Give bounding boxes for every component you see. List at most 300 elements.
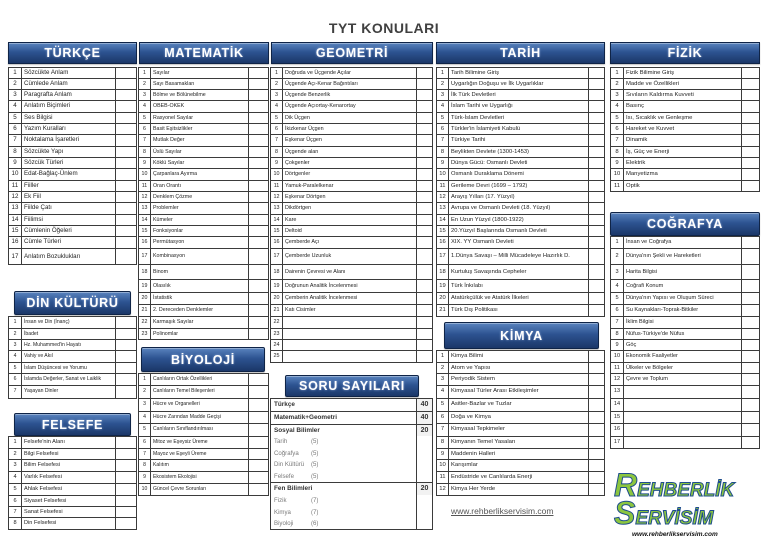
question-count: 40 (416, 412, 432, 424)
row-number: 5 (437, 113, 449, 123)
topic-label: 1.Dünya Savaşı – Milli Mücadeleye Hazırlık D. (449, 249, 589, 265)
question-count-cell (416, 448, 432, 460)
topic-label: Endüstride ve Canlılarda Enerji (449, 472, 589, 483)
topic-label: Anlatım Biçimleri (22, 101, 116, 111)
question-subject-row (270, 459, 433, 471)
topic-label: Karışımlar (449, 460, 589, 471)
row-number: 10 (139, 484, 151, 495)
checkbox-cell (417, 101, 432, 111)
row-number: 1 (9, 437, 22, 448)
checkbox-cell (249, 135, 268, 145)
checkbox-cell (116, 192, 136, 202)
checkbox-cell (589, 68, 604, 78)
question-subject-row (270, 436, 433, 448)
checkbox-cell (589, 135, 604, 145)
checkbox-cell (249, 90, 268, 100)
topic-label: Cümle Türleri (22, 237, 116, 247)
topic-label: Kalıtım (151, 460, 249, 471)
checkbox-cell (249, 449, 268, 460)
row-number: 13 (9, 203, 22, 213)
row-number: 7 (9, 386, 22, 397)
checkbox-cell (116, 203, 136, 213)
row-number: 9 (271, 158, 283, 168)
row-number: 7 (437, 424, 449, 436)
checkbox-cell (589, 472, 604, 483)
row-number: 6 (611, 124, 624, 134)
row-number: 17 (437, 249, 449, 265)
checkbox-cell (742, 399, 759, 411)
topic-label: Olasılık (151, 280, 249, 292)
topic-label: İnsan ve Coğrafya (624, 237, 742, 247)
topic-label: İslam Tarihi ve Uygarlığı (449, 101, 589, 111)
question-count-row (270, 482, 433, 495)
row-number: 3 (139, 90, 151, 100)
checkbox-cell (116, 124, 136, 134)
checkbox-cell (742, 113, 759, 123)
topic-label: Beylikten Devlete (1300-1453) (449, 147, 589, 157)
checkbox-cell (249, 226, 268, 236)
row-number: 1 (9, 68, 22, 78)
row-number: 14 (139, 215, 151, 225)
rehberlik-servisim-logo (612, 466, 762, 540)
section-header-fizik: FİZİK (610, 42, 760, 64)
row-number: 10 (437, 169, 449, 179)
cografya-topic-row (610, 423, 760, 437)
checkbox-cell (589, 363, 604, 374)
row-number: 10 (437, 460, 449, 471)
row-number: 9 (139, 158, 151, 168)
row-number: 10 (9, 169, 22, 179)
question-count-cell (416, 495, 432, 507)
row-number: 4 (139, 412, 151, 424)
website-link[interactable]: www.rehberlikservisim.com (451, 506, 554, 516)
topic-label (283, 329, 417, 339)
question-count: 20 (416, 425, 432, 437)
topic-label: 2. Dereceden Denklemler (151, 305, 249, 316)
topic-label: Katı Cisimler (283, 305, 417, 316)
checkbox-cell (116, 169, 136, 179)
topic-label: Fonksiyonlar (151, 226, 249, 236)
row-number: 8 (271, 147, 283, 157)
topic-label: İslamda Değerler, Sanat ve Laiklik (22, 374, 116, 385)
checkbox-cell (742, 437, 759, 448)
row-number: 2 (9, 79, 22, 89)
row-number: 1 (437, 351, 449, 362)
topic-label: Dünya Gücü: Osmanlı Devleti (449, 158, 589, 168)
fizik-topic-row (610, 180, 760, 192)
checkbox-cell (589, 79, 604, 89)
row-number: 8 (139, 147, 151, 157)
cografya-topic-row (610, 436, 760, 449)
question-group-label: Fen Bilimleri (274, 485, 313, 493)
topic-label: Üslü Sayılar (151, 147, 249, 157)
topic-label: Hücre ve Organelleri (151, 399, 249, 411)
matematik-topic-row (138, 279, 269, 293)
row-number: 16 (271, 237, 283, 247)
checkbox-cell (742, 147, 759, 157)
row-number: 11 (437, 181, 449, 191)
topic-label: Rasyonel Sayılar (151, 113, 249, 123)
topic-label: Karmaşık Sayılar (151, 317, 249, 328)
checkbox-cell (417, 113, 432, 123)
checkbox-cell (589, 305, 604, 316)
topic-label: İş, Güç ve Enerji (624, 147, 742, 157)
row-number: 3 (437, 374, 449, 385)
topic-label: Bilim Felsefesi (22, 460, 116, 471)
checkbox-cell (417, 181, 432, 191)
checkbox-cell (417, 124, 432, 134)
kimya-topic-row (436, 385, 605, 398)
row-number: 16 (9, 237, 22, 247)
row-number: 3 (9, 340, 22, 350)
topic-label: Göç (624, 340, 742, 350)
topic-label: Basınç (624, 101, 742, 111)
topic-label: Dikdörtgen (283, 203, 417, 213)
topic-label: Deltoid (283, 226, 417, 236)
topic-label: Üçgende Açı-Kenar Bağıntıları (283, 79, 417, 89)
cografya-topic-row (610, 398, 760, 412)
row-number: 2 (611, 249, 624, 265)
logo-line2: SERVİSİM (614, 495, 714, 531)
row-number: 11 (9, 181, 22, 191)
topic-label: Dairenin Çevresi ve Alanı (283, 265, 417, 279)
row-number: 6 (9, 124, 22, 134)
topic-label (283, 340, 417, 350)
checkbox-cell (417, 203, 432, 213)
row-number: 8 (611, 329, 624, 339)
checkbox-cell (116, 158, 136, 168)
row-number: 23 (271, 329, 283, 339)
topic-label: Çevre ve Toplum (624, 374, 742, 385)
question-subject-label: Din Kültürü (274, 461, 305, 469)
topic-label: Mayoz ve Eşeyli Üreme (151, 449, 249, 460)
question-subject-count: (7) (311, 508, 319, 516)
checkbox-cell (742, 305, 759, 316)
topic-label: Mitoz ve Eşeysiz Üreme (151, 437, 249, 448)
checkbox-cell (589, 386, 604, 397)
tarih-topic-row (436, 279, 605, 293)
topic-label: Optik (624, 181, 742, 191)
checkbox-cell (249, 68, 268, 78)
section-header-soru-sayilari: SORU SAYILARI (285, 375, 419, 397)
checkbox-cell (589, 203, 604, 213)
question-count-row (270, 411, 433, 424)
row-number: 8 (437, 147, 449, 157)
topic-label: XIX. YY Osmanlı Devleti (449, 237, 589, 247)
row-number: 4 (611, 101, 624, 111)
row-number: 5 (9, 484, 22, 495)
topic-label: Kare (283, 215, 417, 225)
checkbox-cell (116, 496, 136, 506)
row-number: 21 (139, 305, 151, 316)
topic-label: Polinomlar (151, 329, 249, 339)
cografya-topic-row (610, 411, 760, 425)
checkbox-cell (249, 424, 268, 436)
question-count-row (270, 398, 433, 411)
topic-label: Mutlak Değer (151, 135, 249, 145)
topic-label: Kombinasyon (151, 249, 249, 265)
checkbox-cell (589, 424, 604, 436)
question-count-cell (416, 471, 432, 483)
checkbox-cell (116, 101, 136, 111)
topic-label: Doğrunun Analitik İncelenmesi (283, 280, 417, 292)
checkbox-cell (249, 101, 268, 111)
topic-label: Coğrafi Konum (624, 280, 742, 292)
topic-label: İklim Bilgisi (624, 317, 742, 328)
checkbox-cell (249, 280, 268, 292)
checkbox-cell (116, 79, 136, 89)
checkbox-cell (589, 124, 604, 134)
checkbox-cell (417, 90, 432, 100)
topic-label: Ses Bilgisi (22, 113, 116, 123)
row-number: 5 (271, 113, 283, 123)
row-number: 8 (9, 518, 22, 528)
checkbox-cell (742, 351, 759, 362)
row-number: 11 (611, 181, 624, 191)
topic-label: Cümlenin Öğeleri (22, 226, 116, 236)
checkbox-cell (417, 351, 432, 362)
checkbox-cell (249, 192, 268, 202)
topic-label: Isı, Sıcaklık ve Genleşme (624, 113, 742, 123)
row-number: 4 (611, 280, 624, 292)
row-number: 12 (437, 484, 449, 495)
checkbox-cell (249, 147, 268, 157)
topic-label: Gerileme Devri (1699 – 1792) (449, 181, 589, 191)
checkbox-cell (417, 280, 432, 292)
row-number: 19 (271, 280, 283, 292)
topic-label: Ahlak Felsefesi (22, 484, 116, 495)
topic-label (283, 317, 417, 328)
checkbox-cell (589, 399, 604, 411)
checkbox-cell (249, 215, 268, 225)
topic-label: Çokgenler (283, 158, 417, 168)
topic-label: Noktalama İşaretleri (22, 135, 116, 145)
cografya-topic-row (610, 248, 760, 266)
row-number: 15 (437, 226, 449, 236)
topic-label (624, 424, 742, 436)
topic-label: Elektrik (624, 158, 742, 168)
tarih-topic-row (436, 248, 605, 266)
topic-label: Dik Üçgen (283, 113, 417, 123)
section-header-matematik: MATEMATİK (139, 42, 269, 64)
row-number: 2 (9, 329, 22, 339)
question-subject-label: Fizik (274, 497, 287, 505)
row-number: 12 (437, 192, 449, 202)
checkbox-cell (116, 449, 136, 460)
checkbox-cell (742, 374, 759, 385)
question-count-cell (416, 507, 432, 519)
checkbox-cell (417, 249, 432, 265)
checkbox-cell (116, 460, 136, 471)
topic-label: Çemberde Açı (283, 237, 417, 247)
topic-label: Sözcükte Anlam (22, 68, 116, 78)
row-number: 20 (139, 293, 151, 304)
row-number: 13 (437, 203, 449, 213)
row-number: 18 (437, 265, 449, 279)
question-count-cell (416, 436, 432, 448)
topic-label (624, 437, 742, 448)
row-number: 1 (437, 68, 449, 78)
question-count-row (270, 424, 433, 437)
checkbox-cell (417, 79, 432, 89)
row-number: 17 (611, 437, 624, 448)
topic-label: Kimyanın Temel Yasaları (449, 437, 589, 448)
topic-label: Dörtgenler (283, 169, 417, 179)
row-number: 9 (9, 158, 22, 168)
checkbox-cell (116, 437, 136, 448)
kimya-topic-row (436, 411, 605, 425)
topic-label: Yazım Kuralları (22, 124, 116, 134)
row-number: 10 (611, 169, 624, 179)
question-subject-row (270, 518, 433, 530)
checkbox-cell (116, 113, 136, 123)
checkbox-cell (589, 265, 604, 279)
checkbox-cell (249, 460, 268, 471)
question-subject-label: Tarih (274, 438, 288, 446)
checkbox-cell (116, 135, 136, 145)
topic-label: Maddenin Halleri (449, 449, 589, 460)
row-number: 18 (139, 265, 151, 279)
row-number: 23 (139, 329, 151, 339)
topic-label: Avrupa ve Osmanlı Devleti (18. Yüzyıl) (449, 203, 589, 213)
checkbox-cell (116, 237, 136, 247)
row-number: 3 (139, 399, 151, 411)
row-number: 1 (611, 68, 624, 78)
matematik-topic-row (138, 328, 269, 340)
row-number: 11 (437, 472, 449, 483)
checkbox-cell (116, 507, 136, 517)
topic-label: Canlıların Temel Bileşenleri (151, 386, 249, 397)
row-number: 3 (9, 460, 22, 471)
row-number: 1 (271, 68, 283, 78)
checkbox-cell (742, 280, 759, 292)
topic-label: Su Kaynakları-Toprak-Bitkiler (624, 305, 742, 316)
topic-label: Fiiller (22, 181, 116, 191)
topic-label: Türkler'in İslamiyeti Kabulü (449, 124, 589, 134)
row-number: 17 (271, 249, 283, 265)
topic-label: İbadet (22, 329, 116, 339)
turkce-topic-row (8, 248, 137, 266)
topic-label: Türkiye Tarihi (449, 135, 589, 145)
row-number: 14 (611, 399, 624, 411)
question-subject-count: (5) (311, 461, 319, 469)
row-number: 1 (9, 317, 22, 328)
question-subject-count: (5) (311, 472, 319, 480)
row-number: 7 (271, 135, 283, 145)
checkbox-cell (116, 518, 136, 528)
checkbox-cell (589, 158, 604, 168)
row-number: 4 (271, 101, 283, 111)
row-number: 5 (611, 113, 624, 123)
checkbox-cell (116, 181, 136, 191)
checkbox-cell (417, 265, 432, 279)
checkbox-cell (116, 484, 136, 495)
biyoloji-topic-row (138, 411, 269, 425)
topic-label: Yaşayan Dinler (22, 386, 116, 397)
row-number: 11 (611, 363, 624, 374)
row-number: 12 (271, 192, 283, 202)
checkbox-cell (589, 181, 604, 191)
topic-label: İlk Türk Devletleri (449, 90, 589, 100)
topic-label: Türk Dış Politikası (449, 305, 589, 316)
row-number: 16 (437, 237, 449, 247)
checkbox-cell (417, 340, 432, 350)
row-number: 3 (611, 90, 624, 100)
checkbox-cell (249, 484, 268, 495)
row-number: 9 (437, 449, 449, 460)
topic-label: Oran Orantı (151, 181, 249, 191)
row-number: 5 (611, 293, 624, 304)
topic-label: Sıvıların Kaldırma Kuvveti (624, 90, 742, 100)
checkbox-cell (417, 147, 432, 157)
checkbox-cell (249, 113, 268, 123)
topic-label: Üçgende alan (283, 147, 417, 157)
question-subject-row (270, 448, 433, 460)
tarih-topic-row (436, 264, 605, 280)
topic-label: Kimyasal Türler Arası Etkileşimler (449, 386, 589, 397)
topic-label: Türk-İslam Devletleri (449, 113, 589, 123)
topic-label: Sayılar (151, 68, 249, 78)
biyoloji-topic-row (138, 483, 269, 496)
question-count-cell (416, 518, 432, 529)
row-number: 20 (271, 293, 283, 304)
geometri-topic-row (270, 264, 433, 280)
topic-label (624, 399, 742, 411)
topic-label (624, 412, 742, 424)
row-number: 3 (9, 90, 22, 100)
checkbox-cell (116, 317, 136, 328)
topic-label: Basit Eşitsizlikler (151, 124, 249, 134)
checkbox-cell (589, 147, 604, 157)
section-header-biyoloji: BİYOLOJİ (141, 347, 265, 372)
section-header-tarih: TARİH (436, 42, 605, 64)
row-number: 11 (271, 181, 283, 191)
row-number: 1 (139, 68, 151, 78)
tarih-topic-row (436, 304, 605, 317)
cografya-topic-row (610, 385, 760, 398)
row-number: 6 (437, 124, 449, 134)
checkbox-cell (249, 124, 268, 134)
topic-label: Sözcükte Yapı (22, 147, 116, 157)
topic-label: Hz. Muhammed'in Hayatı (22, 340, 116, 350)
row-number: 5 (9, 113, 22, 123)
matematik-topic-row (138, 264, 269, 280)
checkbox-cell (742, 340, 759, 350)
row-number: 12 (9, 192, 22, 202)
row-number: 7 (139, 135, 151, 145)
topic-label: Edat-Bağlaç-Ünlem (22, 169, 116, 179)
checkbox-cell (742, 424, 759, 436)
topic-label: Arayış Yılları (17. Yüzyıl) (449, 192, 589, 202)
row-number: 3 (611, 265, 624, 279)
topic-label: Kimyasal Tepkimeler (449, 424, 589, 436)
checkbox-cell (249, 374, 268, 385)
topic-label: Sözcük Türleri (22, 158, 116, 168)
topic-label: Asitler-Bazlar ve Tuzlar (449, 399, 589, 411)
topic-label: Kimya Bilimi (449, 351, 589, 362)
checkbox-cell (417, 237, 432, 247)
topic-label: Atatürkçülük ve Atatürk İlkeleri (449, 293, 589, 304)
question-subject-label: Coğrafya (274, 449, 299, 457)
topic-label: Hareket ve Kuvvet (624, 124, 742, 134)
topic-label: Ekonomik Faaliyetler (624, 351, 742, 362)
checkbox-cell (742, 386, 759, 397)
checkbox-cell (116, 226, 136, 236)
topic-label: Hücre Zarından Madde Geçişi (151, 412, 249, 424)
row-number: 17 (139, 249, 151, 265)
row-number: 6 (437, 412, 449, 424)
row-number: 10 (611, 351, 624, 362)
